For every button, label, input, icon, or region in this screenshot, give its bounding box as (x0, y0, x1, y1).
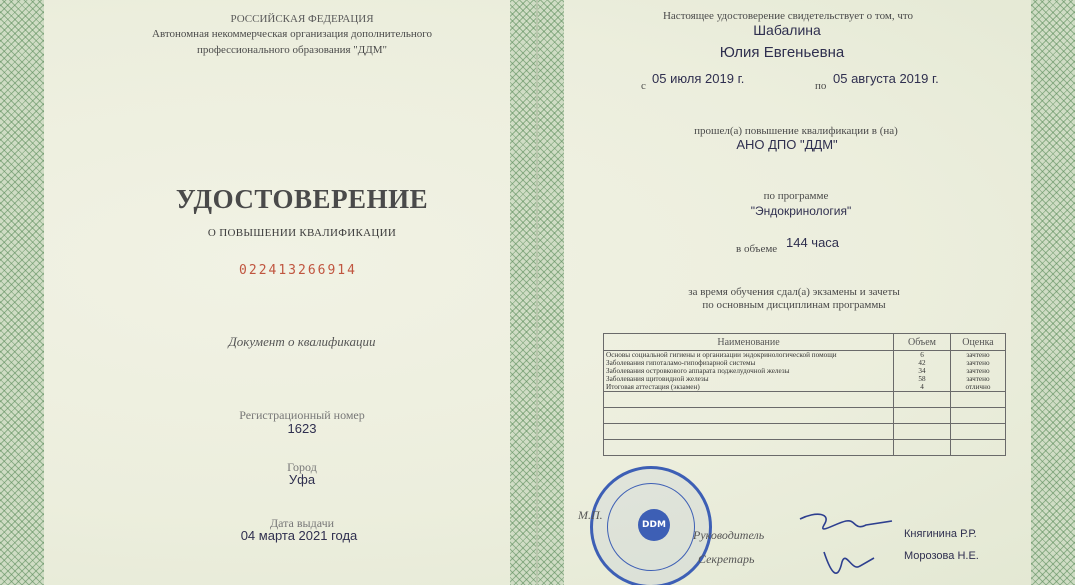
exams-line-1: за время обучения сдал(а) экзамены и зачеты (688, 286, 900, 298)
grades-table (603, 333, 1006, 456)
right-guilloche-border (1031, 0, 1075, 585)
to-date: 05 августа 2019 г. (833, 71, 939, 86)
program-name: "Эндокринология" (750, 204, 852, 218)
city-value: Уфа (288, 472, 316, 487)
discipline-hours: 42 (894, 359, 951, 367)
discipline-hours: 4 (894, 383, 951, 392)
reg-number: 1623 (287, 421, 317, 436)
center-guilloche-left (510, 0, 536, 585)
stamp-place-label: М.П. (578, 508, 603, 522)
table-row (604, 375, 1006, 383)
reg-number-label: Регистрационный номер (239, 408, 365, 422)
secretary-name: Морозова Н.Е. (904, 550, 979, 562)
page-fold (536, 0, 538, 585)
serial-number: 022413266914 (239, 263, 357, 278)
issue-date-label: Дата выдачи (269, 516, 335, 530)
table-row (604, 383, 1006, 392)
discipline-grade: зачтено (951, 359, 1006, 367)
discipline-name: Заболевания гипоталамо-гипофизарной системы (604, 359, 894, 367)
column-header-volume: Объем (894, 334, 951, 351)
from-date: 05 июля 2019 г. (652, 71, 745, 86)
discipline-grade: зачтено (951, 351, 1006, 360)
empty-row (604, 424, 1006, 440)
discipline-name: Заболевания островкового аппарата поджелудочной железы (604, 367, 894, 375)
column-header-name: Наименование (604, 334, 894, 351)
volume-label: в объеме (736, 243, 778, 255)
document-type: Документ о квалификации (228, 334, 376, 349)
left-guilloche-border (0, 0, 44, 585)
discipline-name: Итоговая аттестация (экзамен) (604, 383, 894, 392)
org-line-1: Автономная некоммерческая организация дополнительного (152, 28, 432, 40)
exams-line-2: по основным дисциплинам программы (702, 299, 886, 311)
certifies-line: Настоящее удостоверение свидетельствует о том, что (662, 10, 914, 22)
city-label: Город (287, 460, 317, 474)
discipline-grade: отлично (951, 383, 1006, 392)
official-stamp (590, 466, 712, 585)
table-row (604, 351, 1006, 360)
org-line-2: профессионального образования "ДДМ" (196, 44, 388, 56)
secretary-signature (818, 546, 878, 584)
program-label: по программе (763, 190, 829, 202)
discipline-grade: зачтено (951, 367, 1006, 375)
document-title: УДОСТОВЕРЕНИЕ (175, 184, 429, 214)
passed-label: прошел(а) повышение квалификации в (на) (694, 125, 898, 137)
holder-name: Юлия Евгеньевна (719, 44, 845, 61)
head-signature (796, 505, 896, 545)
from-label: с (641, 80, 646, 92)
discipline-name: Основы социальной гигиены и организации эндокринологической помощи (604, 351, 894, 360)
empty-row (604, 392, 1006, 408)
discipline-hours: 58 (894, 375, 951, 383)
volume-value: 144 часа (786, 235, 840, 250)
to-label: по (815, 80, 827, 92)
stamp-logo: DDM (638, 509, 670, 541)
discipline-hours: 34 (894, 367, 951, 375)
head-label: Руководитель (693, 528, 765, 542)
table-row (604, 367, 1006, 375)
table-row (604, 359, 1006, 367)
empty-row (604, 440, 1006, 456)
issue-date: 04 марта 2021 года (240, 528, 358, 543)
institution: АНО ДПО "ДДМ" (736, 137, 838, 152)
document-subtitle: О ПОВЫШЕНИИ КВАЛИФИКАЦИИ (207, 227, 397, 239)
discipline-grade: зачтено (951, 375, 1006, 383)
holder-surname: Шабалина (753, 22, 821, 38)
column-header-grade: Оценка (951, 334, 1006, 351)
discipline-name: Заболевания щитовидной железы (604, 375, 894, 383)
discipline-hours: 6 (894, 351, 951, 360)
empty-row (604, 408, 1006, 424)
head-name: Княгинина Р.Р. (904, 528, 977, 540)
center-guilloche-right (538, 0, 564, 585)
secretary-label: Секретарь (698, 552, 755, 566)
country-label: РОССИЙСКАЯ ФЕДЕРАЦИЯ (230, 13, 374, 25)
